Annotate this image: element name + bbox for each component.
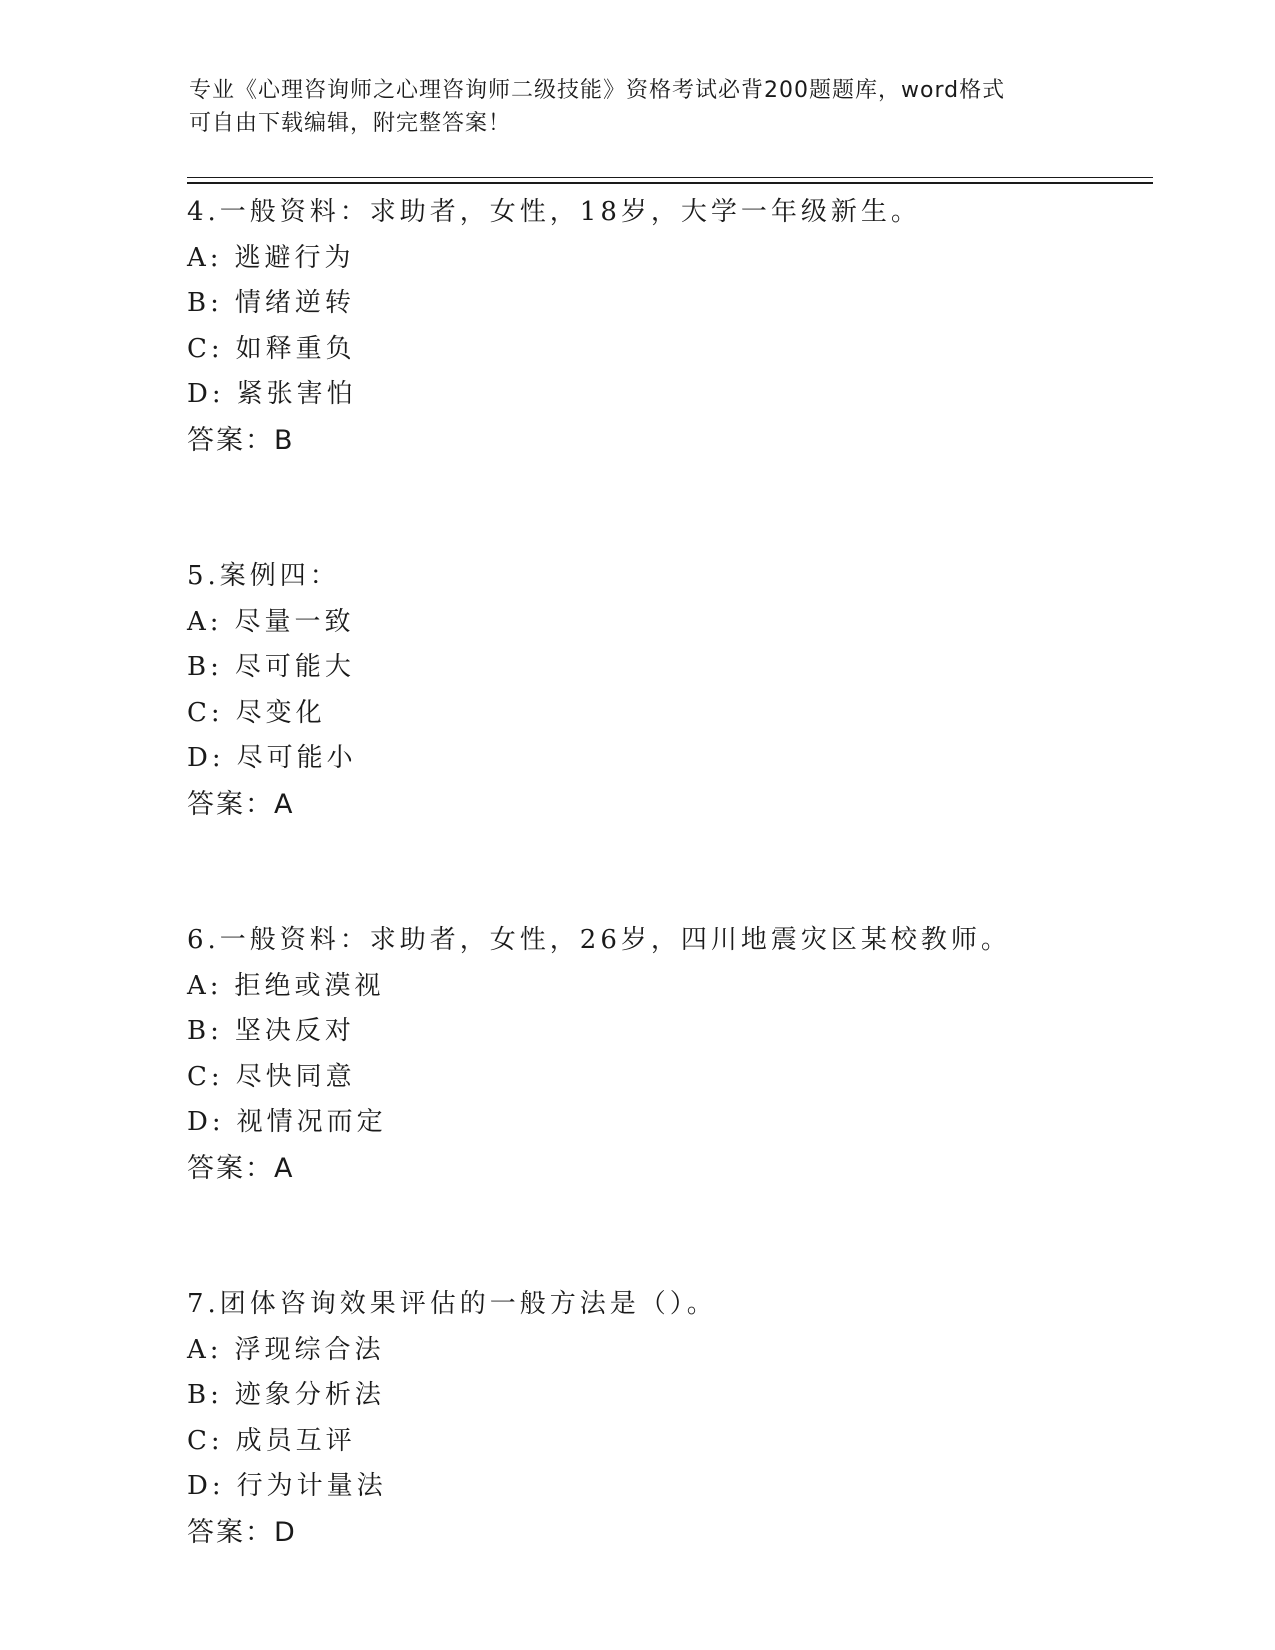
option-b — [187, 645, 1153, 691]
option-text: 迹象分析法 — [234, 1380, 385, 1410]
option-letter: C: — [187, 1061, 224, 1092]
answer-line: 答案：A — [187, 788, 295, 820]
option-text: 紧张害怕 — [236, 379, 357, 409]
option-a — [187, 964, 1153, 1010]
question-item — [187, 1282, 1153, 1555]
option-letter: A: — [187, 606, 223, 637]
answer-line: 答案：D — [187, 1516, 297, 1548]
option-text: 尽可能大 — [234, 652, 355, 682]
header-line-1: 专业《心理咨询师之心理咨询师二级技能》资格考试必背200题题库，word格式 — [189, 78, 1006, 103]
option-c — [187, 691, 1153, 737]
option-c — [187, 1419, 1153, 1465]
option-letter: B: — [187, 652, 223, 682]
question-spacer — [187, 827, 1153, 918]
option-letter: A: — [187, 242, 223, 273]
document-header — [189, 74, 1089, 140]
question-item — [187, 918, 1153, 1191]
option-letter: B: — [187, 1016, 223, 1046]
option-letter: C: — [187, 697, 224, 728]
header-divider-thick — [187, 182, 1153, 184]
question-spacer — [187, 463, 1153, 554]
option-text: 尽量一致 — [234, 606, 355, 637]
option-b — [187, 1009, 1153, 1055]
option-d — [187, 736, 1153, 782]
answer-line: 答案：B — [187, 424, 295, 456]
option-text: 尽可能小 — [236, 743, 357, 773]
question-stem: 5.案例四： — [187, 561, 340, 591]
question-stem: 6.一般资料：求助者，女性，26岁，四川地震灾区某校教师。 — [187, 925, 1011, 955]
option-c — [187, 327, 1153, 373]
option-letter: A: — [187, 1334, 223, 1365]
option-letter: D: — [187, 743, 225, 773]
option-c — [187, 1055, 1153, 1101]
option-text: 尽变化 — [235, 697, 326, 728]
option-text: 拒绝或漠视 — [234, 970, 385, 1001]
question-spacer — [187, 1191, 1153, 1282]
option-text: 逃避行为 — [234, 242, 355, 273]
option-d — [187, 372, 1153, 418]
option-a — [187, 1328, 1153, 1374]
question-item — [187, 554, 1153, 827]
option-text: 情绪逆转 — [234, 288, 355, 318]
option-letter: D: — [187, 379, 225, 409]
option-b — [187, 281, 1153, 327]
option-letter: C: — [187, 333, 224, 364]
option-a — [187, 236, 1153, 282]
answer-line: 答案：A — [187, 1152, 295, 1184]
question-list — [187, 190, 1153, 1555]
option-text: 行为计量法 — [236, 1471, 387, 1501]
question-item — [187, 190, 1153, 463]
option-letter: B: — [187, 1380, 223, 1410]
option-letter: D: — [187, 1107, 225, 1137]
option-letter: A: — [187, 970, 223, 1001]
question-stem: 7.团体咨询效果评估的一般方法是（）。 — [187, 1289, 717, 1319]
question-stem: 4.一般资料：求助者，女性，18岁，大学一年级新生。 — [187, 197, 921, 227]
option-a — [187, 600, 1153, 646]
option-text: 成员互评 — [235, 1425, 356, 1456]
option-text: 坚决反对 — [234, 1016, 355, 1046]
option-d — [187, 1100, 1153, 1146]
option-letter: D: — [187, 1471, 225, 1501]
header-line-2: 可自由下载编辑，附完整答案！ — [189, 111, 512, 136]
option-text: 如释重负 — [235, 333, 356, 364]
option-d — [187, 1464, 1153, 1510]
option-letter: C: — [187, 1425, 224, 1456]
option-text: 视情况而定 — [236, 1107, 387, 1137]
option-text: 尽快同意 — [235, 1061, 356, 1092]
header-divider-thin — [187, 177, 1153, 178]
option-text: 浮现综合法 — [234, 1334, 385, 1365]
option-letter: B: — [187, 288, 223, 318]
option-b — [187, 1373, 1153, 1419]
